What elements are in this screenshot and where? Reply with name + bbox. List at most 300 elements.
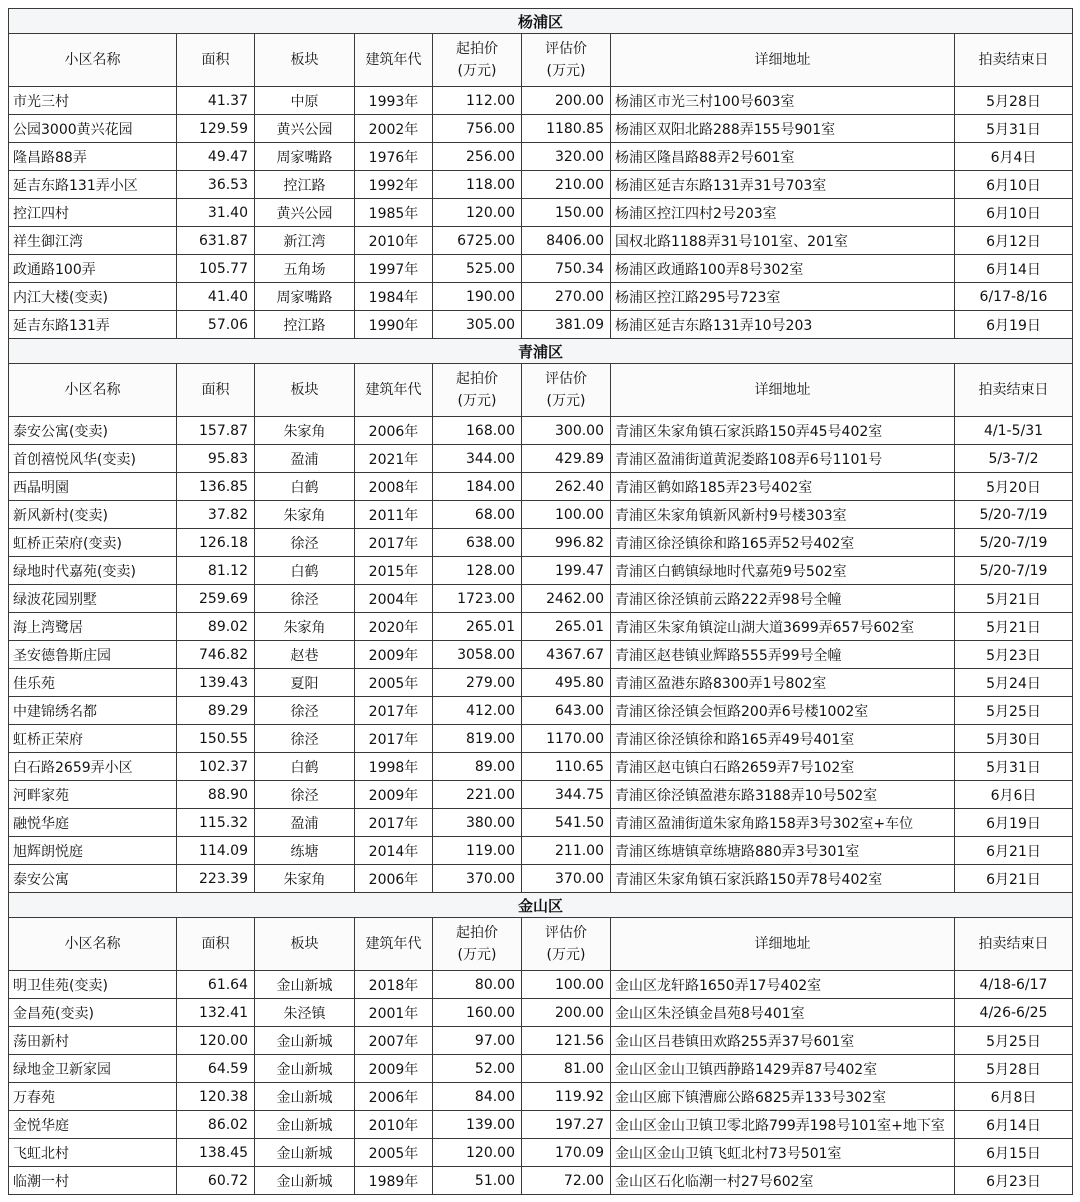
district-header-row	[9, 9, 1073, 34]
auction-end-date-cell: 6月15日	[955, 1139, 1073, 1167]
address-cell: 青浦区朱家角镇石家浜路150弄78号402室	[611, 865, 955, 893]
auction-end-date-cell: 4/1-5/31	[955, 417, 1073, 445]
header-area: 面积	[177, 918, 255, 971]
area-cell: 139.43	[177, 669, 255, 697]
estimate-price-cell: 750.34	[522, 255, 611, 283]
start-price-cell: 190.00	[433, 283, 522, 311]
estimate-price-cell: 381.09	[522, 311, 611, 339]
community-name-cell: 海上湾鹭居	[9, 613, 177, 641]
header-estimate-price-label: 评估价	[545, 925, 587, 941]
block-cell: 朱家角	[255, 417, 355, 445]
table-row	[9, 529, 1073, 557]
start-price-cell: 119.00	[433, 837, 522, 865]
estimate-price-cell: 320.00	[522, 143, 611, 171]
community-name-cell: 临潮一村	[9, 1167, 177, 1195]
area-cell: 37.82	[177, 501, 255, 529]
community-name-cell: 佳乐苑	[9, 669, 177, 697]
block-cell: 朱泾镇	[255, 999, 355, 1027]
block-cell: 徐泾	[255, 529, 355, 557]
area-cell: 89.29	[177, 697, 255, 725]
table-row	[9, 1055, 1073, 1083]
block-cell: 周家嘴路	[255, 283, 355, 311]
header-start-price-unit: (万元)	[457, 947, 497, 963]
table-row	[9, 557, 1073, 585]
start-price-cell: 6725.00	[433, 227, 522, 255]
header-community-name: 小区名称	[9, 364, 177, 417]
auction-end-date-cell: 5月25日	[955, 697, 1073, 725]
table-row	[9, 445, 1073, 473]
block-cell: 徐泾	[255, 585, 355, 613]
address-cell: 青浦区徐泾镇前云路222弄98号全幢	[611, 585, 955, 613]
table-row	[9, 143, 1073, 171]
table-row	[9, 865, 1073, 893]
estimate-price-cell: 200.00	[522, 999, 611, 1027]
auction-end-date-cell: 6月10日	[955, 171, 1073, 199]
block-cell: 黄兴公园	[255, 199, 355, 227]
start-price-cell: 89.00	[433, 753, 522, 781]
auction-end-date-cell: 5月21日	[955, 585, 1073, 613]
start-price-cell: 1723.00	[433, 585, 522, 613]
area-cell: 259.69	[177, 585, 255, 613]
auction-table	[8, 8, 1073, 1195]
estimate-price-cell: 199.47	[522, 557, 611, 585]
header-start-price-label: 起拍价	[456, 371, 498, 387]
auction-end-date-cell: 5月28日	[955, 1055, 1073, 1083]
column-header-row	[9, 364, 1073, 417]
district-header-row	[9, 893, 1073, 918]
address-cell: 青浦区徐泾镇盈港东路3188弄10号502室	[611, 781, 955, 809]
community-name-cell: 荡田新村	[9, 1027, 177, 1055]
table-row	[9, 697, 1073, 725]
table-row	[9, 1139, 1073, 1167]
build-year-cell: 2007年	[355, 1027, 433, 1055]
area-cell: 631.87	[177, 227, 255, 255]
header-community-name: 小区名称	[9, 918, 177, 971]
build-year-cell: 2020年	[355, 613, 433, 641]
block-cell: 金山新城	[255, 1111, 355, 1139]
block-cell: 黄兴公园	[255, 115, 355, 143]
start-price-cell: 525.00	[433, 255, 522, 283]
address-cell: 金山区吕巷镇田欢路255弄37号601室	[611, 1027, 955, 1055]
start-price-cell: 279.00	[433, 669, 522, 697]
table-row	[9, 753, 1073, 781]
area-cell: 86.02	[177, 1111, 255, 1139]
start-price-cell: 344.00	[433, 445, 522, 473]
community-name-cell: 市光三村	[9, 87, 177, 115]
table-row	[9, 1111, 1073, 1139]
header-block: 板块	[255, 918, 355, 971]
area-cell: 114.09	[177, 837, 255, 865]
block-cell: 金山新城	[255, 1139, 355, 1167]
auction-end-date-cell: 5/20-7/19	[955, 557, 1073, 585]
build-year-cell: 2006年	[355, 1083, 433, 1111]
estimate-price-cell: 110.65	[522, 753, 611, 781]
address-cell: 杨浦区政通路100弄8号302室	[611, 255, 955, 283]
start-price-cell: 80.00	[433, 971, 522, 999]
start-price-cell: 380.00	[433, 809, 522, 837]
build-year-cell: 1984年	[355, 283, 433, 311]
block-cell: 金山新城	[255, 1083, 355, 1111]
estimate-price-cell: 8406.00	[522, 227, 611, 255]
community-name-cell: 延吉东路131弄小区	[9, 171, 177, 199]
table-row	[9, 1027, 1073, 1055]
community-name-cell: 内江大楼(变卖)	[9, 283, 177, 311]
table-row	[9, 585, 1073, 613]
auction-end-date-cell: 5月24日	[955, 669, 1073, 697]
auction-end-date-cell: 6月21日	[955, 865, 1073, 893]
estimate-price-cell: 197.27	[522, 1111, 611, 1139]
address-cell: 青浦区盈浦街道黄泥娄路108弄6号1101号	[611, 445, 955, 473]
area-cell: 41.37	[177, 87, 255, 115]
table-row	[9, 781, 1073, 809]
estimate-price-cell: 100.00	[522, 971, 611, 999]
build-year-cell: 2009年	[355, 781, 433, 809]
community-name-cell: 政通路100弄	[9, 255, 177, 283]
start-price-cell: 120.00	[433, 1139, 522, 1167]
auction-end-date-cell: 6月19日	[955, 311, 1073, 339]
block-cell: 金山新城	[255, 1027, 355, 1055]
area-cell: 115.32	[177, 809, 255, 837]
start-price-cell: 97.00	[433, 1027, 522, 1055]
estimate-price-cell: 300.00	[522, 417, 611, 445]
table-row	[9, 227, 1073, 255]
header-area: 面积	[177, 364, 255, 417]
block-cell: 控江路	[255, 311, 355, 339]
estimate-price-cell: 495.80	[522, 669, 611, 697]
build-year-cell: 1998年	[355, 753, 433, 781]
table-row	[9, 501, 1073, 529]
estimate-price-cell: 262.40	[522, 473, 611, 501]
build-year-cell: 2008年	[355, 473, 433, 501]
header-start-price-label: 起拍价	[456, 41, 498, 57]
address-cell: 金山区朱泾镇金昌苑8号401室	[611, 999, 955, 1027]
table-row	[9, 971, 1073, 999]
build-year-cell: 2005年	[355, 669, 433, 697]
build-year-cell: 2002年	[355, 115, 433, 143]
build-year-cell: 2018年	[355, 971, 433, 999]
auction-end-date-cell: 6月21日	[955, 837, 1073, 865]
estimate-price-cell: 121.56	[522, 1027, 611, 1055]
build-year-cell: 2001年	[355, 999, 433, 1027]
start-price-cell: 139.00	[433, 1111, 522, 1139]
block-cell: 朱家角	[255, 613, 355, 641]
start-price-cell: 120.00	[433, 199, 522, 227]
estimate-price-cell: 170.09	[522, 1139, 611, 1167]
build-year-cell: 2004年	[355, 585, 433, 613]
area-cell: 31.40	[177, 199, 255, 227]
address-cell: 青浦区赵屯镇白石路2659弄7号102室	[611, 753, 955, 781]
address-cell: 杨浦区市光三村100号603室	[611, 87, 955, 115]
auction-end-date-cell: 5月31日	[955, 115, 1073, 143]
block-cell: 白鹤	[255, 557, 355, 585]
build-year-cell: 2006年	[355, 417, 433, 445]
start-price-cell: 256.00	[433, 143, 522, 171]
community-name-cell: 虹桥正荣府(变卖)	[9, 529, 177, 557]
auction-end-date-cell: 6月12日	[955, 227, 1073, 255]
area-cell: 64.59	[177, 1055, 255, 1083]
start-price-cell: 84.00	[433, 1083, 522, 1111]
header-estimate-price-unit: (万元)	[546, 393, 586, 409]
table-row	[9, 1083, 1073, 1111]
estimate-price-cell: 265.01	[522, 613, 611, 641]
auction-end-date-cell: 5/3-7/2	[955, 445, 1073, 473]
block-cell: 金山新城	[255, 1055, 355, 1083]
header-end-date: 拍卖结束日	[955, 34, 1073, 87]
build-year-cell: 1990年	[355, 311, 433, 339]
address-cell: 青浦区鹤如路185弄23号402室	[611, 473, 955, 501]
start-price-cell: 118.00	[433, 171, 522, 199]
block-cell: 盈浦	[255, 445, 355, 473]
auction-end-date-cell: 4/18-6/17	[955, 971, 1073, 999]
area-cell: 41.40	[177, 283, 255, 311]
block-cell: 周家嘴路	[255, 143, 355, 171]
district-header-row	[9, 339, 1073, 364]
header-estimate-price	[522, 918, 611, 971]
estimate-price-cell: 211.00	[522, 837, 611, 865]
block-cell: 赵巷	[255, 641, 355, 669]
block-cell: 朱家角	[255, 501, 355, 529]
auction-end-date-cell: 4/26-6/25	[955, 999, 1073, 1027]
community-name-cell: 隆昌路88弄	[9, 143, 177, 171]
build-year-cell: 1976年	[355, 143, 433, 171]
area-cell: 126.18	[177, 529, 255, 557]
build-year-cell: 2010年	[355, 227, 433, 255]
estimate-price-cell: 370.00	[522, 865, 611, 893]
community-name-cell: 绿地金卫新家园	[9, 1055, 177, 1083]
build-year-cell: 1985年	[355, 199, 433, 227]
address-cell: 青浦区徐泾镇徐和路165弄49号401室	[611, 725, 955, 753]
start-price-cell: 756.00	[433, 115, 522, 143]
district-title: 杨浦区	[9, 9, 1073, 34]
table-row	[9, 171, 1073, 199]
build-year-cell: 2009年	[355, 1055, 433, 1083]
address-cell: 金山区石化临潮一村27号602室	[611, 1167, 955, 1195]
build-year-cell: 2017年	[355, 725, 433, 753]
table-row	[9, 199, 1073, 227]
address-cell: 青浦区朱家角镇淀山湖大道3699弄657号602室	[611, 613, 955, 641]
build-year-cell: 1993年	[355, 87, 433, 115]
estimate-price-cell: 1170.00	[522, 725, 611, 753]
address-cell: 金山区金山卫镇西静路1429弄87号402室	[611, 1055, 955, 1083]
address-cell: 杨浦区控江四村2号203室	[611, 199, 955, 227]
address-cell: 青浦区徐泾镇会恒路200弄6号楼1002室	[611, 697, 955, 725]
build-year-cell: 2009年	[355, 641, 433, 669]
block-cell: 夏阳	[255, 669, 355, 697]
header-start-price	[433, 918, 522, 971]
block-cell: 盈浦	[255, 809, 355, 837]
header-address: 详细地址	[611, 918, 955, 971]
start-price-cell: 112.00	[433, 87, 522, 115]
community-name-cell: 虹桥正荣府	[9, 725, 177, 753]
header-build-year: 建筑年代	[355, 364, 433, 417]
block-cell: 白鹤	[255, 753, 355, 781]
area-cell: 49.47	[177, 143, 255, 171]
community-name-cell: 万春苑	[9, 1083, 177, 1111]
auction-end-date-cell: 6月4日	[955, 143, 1073, 171]
area-cell: 102.37	[177, 753, 255, 781]
build-year-cell: 2015年	[355, 557, 433, 585]
community-name-cell: 中建锦绣名都	[9, 697, 177, 725]
table-row	[9, 311, 1073, 339]
block-cell: 五角场	[255, 255, 355, 283]
address-cell: 金山区金山卫镇飞虹北村73号501室	[611, 1139, 955, 1167]
build-year-cell: 2017年	[355, 529, 433, 557]
block-cell: 徐泾	[255, 697, 355, 725]
area-cell: 746.82	[177, 641, 255, 669]
block-cell: 徐泾	[255, 781, 355, 809]
build-year-cell: 2005年	[355, 1139, 433, 1167]
area-cell: 60.72	[177, 1167, 255, 1195]
estimate-price-cell: 344.75	[522, 781, 611, 809]
estimate-price-cell: 210.00	[522, 171, 611, 199]
header-start-price	[433, 364, 522, 417]
table-row	[9, 613, 1073, 641]
address-cell: 金山区廊下镇漕廊公路6825弄133号302室	[611, 1083, 955, 1111]
area-cell: 57.06	[177, 311, 255, 339]
start-price-cell: 3058.00	[433, 641, 522, 669]
community-name-cell: 绿地时代嘉苑(变卖)	[9, 557, 177, 585]
community-name-cell: 首创禧悦风华(变卖)	[9, 445, 177, 473]
table-row	[9, 725, 1073, 753]
auction-end-date-cell: 6月8日	[955, 1083, 1073, 1111]
header-end-date: 拍卖结束日	[955, 918, 1073, 971]
area-cell: 136.85	[177, 473, 255, 501]
area-cell: 81.12	[177, 557, 255, 585]
area-cell: 150.55	[177, 725, 255, 753]
address-cell: 青浦区徐泾镇徐和路165弄52号402室	[611, 529, 955, 557]
auction-end-date-cell: 5月28日	[955, 87, 1073, 115]
community-name-cell: 金昌苑(变卖)	[9, 999, 177, 1027]
table-row	[9, 473, 1073, 501]
table-row	[9, 283, 1073, 311]
header-address: 详细地址	[611, 364, 955, 417]
area-cell: 95.83	[177, 445, 255, 473]
start-price-cell: 305.00	[433, 311, 522, 339]
address-cell: 杨浦区隆昌路88弄2号601室	[611, 143, 955, 171]
auction-end-date-cell: 5月20日	[955, 473, 1073, 501]
community-name-cell: 明卫佳苑(变卖)	[9, 971, 177, 999]
estimate-price-cell: 119.92	[522, 1083, 611, 1111]
estimate-price-cell: 2462.00	[522, 585, 611, 613]
auction-end-date-cell: 6/17-8/16	[955, 283, 1073, 311]
community-name-cell: 祥生御江湾	[9, 227, 177, 255]
table-row	[9, 999, 1073, 1027]
auction-end-date-cell: 6月19日	[955, 809, 1073, 837]
auction-end-date-cell: 6月23日	[955, 1167, 1073, 1195]
area-cell: 223.39	[177, 865, 255, 893]
build-year-cell: 2011年	[355, 501, 433, 529]
start-price-cell: 265.01	[433, 613, 522, 641]
table-row	[9, 417, 1073, 445]
estimate-price-cell: 429.89	[522, 445, 611, 473]
community-name-cell: 河畔家苑	[9, 781, 177, 809]
header-area: 面积	[177, 34, 255, 87]
build-year-cell: 2021年	[355, 445, 433, 473]
estimate-price-cell: 100.00	[522, 501, 611, 529]
community-name-cell: 新风新村(变卖)	[9, 501, 177, 529]
community-name-cell: 公园3000黄兴花园	[9, 115, 177, 143]
estimate-price-cell: 1180.85	[522, 115, 611, 143]
start-price-cell: 184.00	[433, 473, 522, 501]
area-cell: 129.59	[177, 115, 255, 143]
address-cell: 青浦区练塘镇章练塘路880弄3号301室	[611, 837, 955, 865]
address-cell: 国权北路1188弄31号101室、201室	[611, 227, 955, 255]
community-name-cell: 西晶明園	[9, 473, 177, 501]
block-cell: 中原	[255, 87, 355, 115]
block-cell: 金山新城	[255, 971, 355, 999]
auction-end-date-cell: 5月31日	[955, 753, 1073, 781]
area-cell: 36.53	[177, 171, 255, 199]
community-name-cell: 泰安公寓	[9, 865, 177, 893]
address-cell: 青浦区盈浦街道朱家角路158弄3号302室+车位	[611, 809, 955, 837]
estimate-price-cell: 150.00	[522, 199, 611, 227]
auction-end-date-cell: 5月25日	[955, 1027, 1073, 1055]
table-row	[9, 641, 1073, 669]
block-cell: 朱家角	[255, 865, 355, 893]
area-cell: 132.41	[177, 999, 255, 1027]
start-price-cell: 168.00	[433, 417, 522, 445]
start-price-cell: 412.00	[433, 697, 522, 725]
build-year-cell: 2006年	[355, 865, 433, 893]
estimate-price-cell: 81.00	[522, 1055, 611, 1083]
community-name-cell: 旭辉朗悦庭	[9, 837, 177, 865]
header-estimate-price	[522, 364, 611, 417]
address-cell: 杨浦区控江路295号723室	[611, 283, 955, 311]
address-cell: 金山区金山卫镇卫零北路799弄198号101室+地下室	[611, 1111, 955, 1139]
address-cell: 杨浦区双阳北路288弄155号901室	[611, 115, 955, 143]
auction-end-date-cell: 5月21日	[955, 613, 1073, 641]
table-row	[9, 669, 1073, 697]
estimate-price-cell: 200.00	[522, 87, 611, 115]
area-cell: 61.64	[177, 971, 255, 999]
address-cell: 青浦区盈港东路8300弄1号802室	[611, 669, 955, 697]
table-row	[9, 255, 1073, 283]
header-start-price-label: 起拍价	[456, 925, 498, 941]
auction-end-date-cell: 5/20-7/19	[955, 501, 1073, 529]
community-name-cell: 绿波花园别墅	[9, 585, 177, 613]
start-price-cell: 370.00	[433, 865, 522, 893]
block-cell: 白鹤	[255, 473, 355, 501]
header-block: 板块	[255, 364, 355, 417]
header-estimate-price-label: 评估价	[545, 371, 587, 387]
table-row	[9, 87, 1073, 115]
build-year-cell: 1997年	[355, 255, 433, 283]
estimate-price-cell: 72.00	[522, 1167, 611, 1195]
start-price-cell: 68.00	[433, 501, 522, 529]
block-cell: 金山新城	[255, 1167, 355, 1195]
community-name-cell: 圣安德鲁斯庄园	[9, 641, 177, 669]
auction-end-date-cell: 6月14日	[955, 255, 1073, 283]
block-cell: 控江路	[255, 171, 355, 199]
header-community-name: 小区名称	[9, 34, 177, 87]
build-year-cell: 1992年	[355, 171, 433, 199]
address-cell: 青浦区朱家角镇石家浜路150弄45号402室	[611, 417, 955, 445]
build-year-cell: 2014年	[355, 837, 433, 865]
header-end-date: 拍卖结束日	[955, 364, 1073, 417]
start-price-cell: 638.00	[433, 529, 522, 557]
area-cell: 120.38	[177, 1083, 255, 1111]
start-price-cell: 160.00	[433, 999, 522, 1027]
start-price-cell: 52.00	[433, 1055, 522, 1083]
community-name-cell: 金悦华庭	[9, 1111, 177, 1139]
build-year-cell: 2017年	[355, 809, 433, 837]
header-build-year: 建筑年代	[355, 918, 433, 971]
auction-end-date-cell: 6月14日	[955, 1111, 1073, 1139]
address-cell: 金山区龙轩路1650弄17号402室	[611, 971, 955, 999]
area-cell: 105.77	[177, 255, 255, 283]
auction-end-date-cell: 6月10日	[955, 199, 1073, 227]
area-cell: 88.90	[177, 781, 255, 809]
